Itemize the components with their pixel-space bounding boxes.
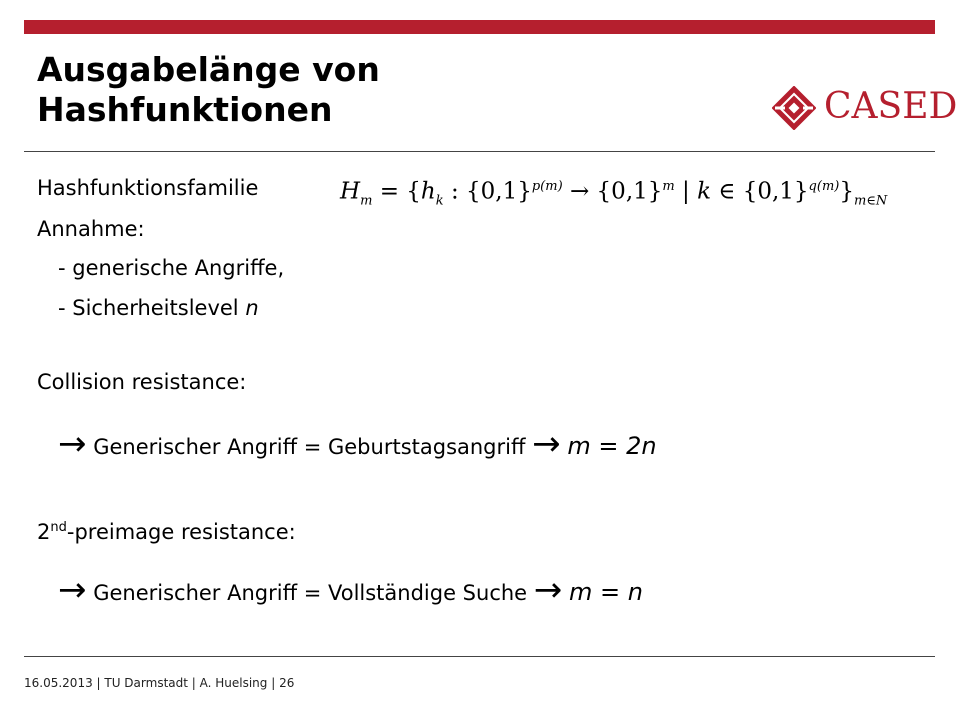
preimage-text: Generischer Angriff = Vollständige Suche bbox=[93, 581, 528, 605]
assumption-item-2 bbox=[58, 294, 259, 322]
preimage-sup: nd bbox=[50, 520, 67, 535]
preimage-label-text: -preimage resistance: bbox=[66, 520, 296, 544]
collision-result-eq: m = 2n bbox=[567, 432, 657, 460]
top-accent-bar bbox=[24, 20, 935, 34]
formula-h-sub: k bbox=[435, 193, 444, 209]
security-level-var: n bbox=[245, 296, 259, 320]
footer-info: 16.05.2013 | TU Darmstadt | A. Huelsing | 26 bbox=[24, 676, 295, 690]
formula-bar: | bbox=[674, 178, 698, 205]
slide-title bbox=[37, 50, 597, 130]
title-line-2: Hashfunktionen bbox=[37, 90, 333, 129]
preimage-statement bbox=[58, 570, 643, 610]
collision-text: Generischer Angriff = Geburtstagsangriff bbox=[93, 435, 526, 459]
logo-wordmark: CASED bbox=[824, 86, 958, 127]
collision-statement bbox=[58, 424, 657, 464]
arrow-icon: → bbox=[533, 570, 563, 610]
family-label: Hashfunktionsfamilie bbox=[37, 176, 259, 200]
formula-index-sub: m∈N bbox=[853, 193, 888, 209]
formula-h: h bbox=[420, 178, 436, 205]
header-divider bbox=[24, 151, 935, 152]
assumption-item-1: - generische Angriffe, bbox=[58, 256, 285, 280]
formula-range-sup: m bbox=[662, 179, 675, 194]
collision-label: Collision resistance: bbox=[37, 370, 247, 394]
preimage-label bbox=[37, 514, 296, 546]
cased-logo bbox=[772, 82, 958, 132]
cased-logo-icon bbox=[772, 86, 816, 130]
formula-domain: : {0,1} bbox=[443, 178, 532, 205]
preimage-result-eq: m = n bbox=[568, 578, 643, 606]
formula-key-sup: q(m) bbox=[808, 179, 840, 194]
collision-result bbox=[567, 432, 656, 460]
formula-eq-open: = { bbox=[372, 178, 421, 205]
footer-divider bbox=[24, 656, 935, 657]
formula-close: } bbox=[839, 178, 854, 205]
formula-domain-sup: p(m) bbox=[531, 179, 563, 194]
arrow-icon: → bbox=[58, 570, 87, 610]
title-line-1: Ausgabelänge von bbox=[37, 50, 380, 89]
arrow-icon: → bbox=[532, 424, 561, 464]
formula-H: H bbox=[340, 178, 361, 205]
hash-family-formula bbox=[340, 170, 887, 218]
formula-arrow: → {0,1} bbox=[562, 178, 663, 205]
formula-H-sub: m bbox=[360, 193, 373, 209]
preimage-result bbox=[569, 578, 643, 606]
assumption-label: Annahme: bbox=[37, 217, 145, 241]
preimage-prefix: 2 bbox=[37, 520, 51, 544]
formula-k: k bbox=[697, 178, 712, 205]
arrow-icon: → bbox=[58, 424, 87, 464]
formula-in: ∈ {0,1} bbox=[711, 178, 809, 205]
assumption-item-2-text: - Sicherheitslevel bbox=[58, 296, 239, 320]
